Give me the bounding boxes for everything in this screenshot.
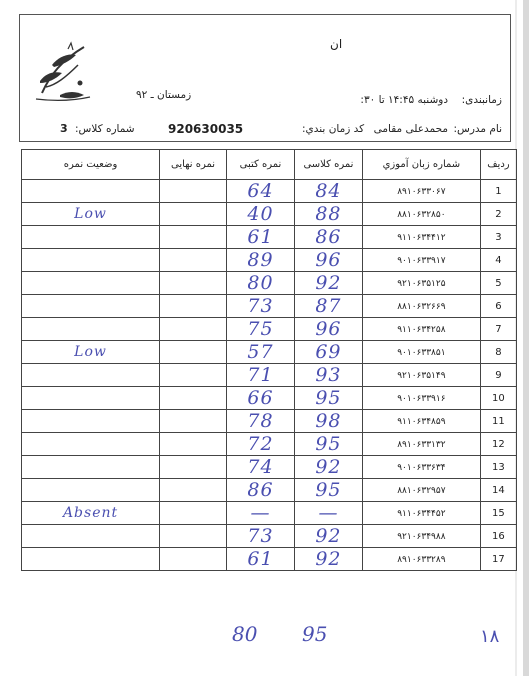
cell-written-score-text: 89 — [247, 249, 274, 271]
cell-class-score-text: 96 — [315, 318, 342, 340]
cell-student-id — [362, 180, 480, 203]
cell-class-score — [294, 502, 362, 525]
table-row — [22, 410, 517, 433]
cell-status — [22, 249, 160, 272]
col-header-final: نمره نهایی — [160, 150, 227, 180]
cell-student-id — [362, 295, 480, 318]
table-row — [22, 272, 517, 295]
cell-class-score — [294, 318, 362, 341]
cell-student-id — [362, 410, 480, 433]
schedule-value: دوشنبه ۱۴:۴۵ تا ۳۰: — [360, 94, 448, 106]
cell-student-id-text: ۹۱۱۰۶۳۴۸۵۹ — [397, 416, 446, 427]
cell-written-score-text: 75 — [247, 318, 274, 340]
table-row — [22, 456, 517, 479]
cell-final-score — [160, 295, 227, 318]
cell-class-score-text: 95 — [315, 479, 342, 501]
cell-class-score-text: 92 — [315, 272, 342, 294]
cell-row-number — [480, 387, 516, 410]
cell-final-score — [160, 341, 227, 364]
cell-class-score-text: 92 — [315, 548, 342, 570]
table-row — [22, 341, 517, 364]
col-header-written: نمره کتبی — [226, 150, 294, 180]
cell-class-score — [294, 180, 362, 203]
table-row — [22, 502, 517, 525]
cell-student-id — [362, 433, 480, 456]
cell-class-score-text: 98 — [315, 410, 342, 432]
cell-student-id-text: ۹۱۱۰۶۳۴۴۱۲ — [397, 232, 446, 243]
header-title-fragment: ان — [330, 37, 343, 51]
class-code-label: کد زمان بندي: — [302, 123, 365, 135]
paper-shadow — [523, 0, 529, 676]
cell-class-score — [294, 410, 362, 433]
cell-student-id-text: ۹۲۱۰۶۳۵۱۴۹ — [397, 370, 446, 381]
cell-written-score — [226, 387, 294, 410]
cell-status — [22, 502, 160, 525]
table-row — [22, 295, 517, 318]
cell-written-score — [226, 410, 294, 433]
cell-status — [22, 548, 160, 571]
cell-class-score — [294, 433, 362, 456]
cell-written-score — [226, 479, 294, 502]
cell-class-score-text: 86 — [315, 226, 342, 248]
table-row — [22, 433, 517, 456]
cell-class-score — [294, 272, 362, 295]
cell-final-score — [160, 410, 227, 433]
cell-class-score — [294, 249, 362, 272]
cell-written-score — [226, 433, 294, 456]
cell-class-score-text: 95 — [315, 433, 342, 455]
cell-class-score-text: 96 — [315, 249, 342, 271]
cell-status — [22, 295, 160, 318]
table-header-row — [22, 150, 517, 180]
cell-student-id — [362, 341, 480, 364]
cell-row-number — [480, 249, 516, 272]
cell-student-id-text: ۹۲۱۰۶۳۵۱۲۵ — [397, 278, 446, 289]
cell-final-score — [160, 525, 227, 548]
cell-row-number — [480, 433, 516, 456]
cell-written-score-text: 57 — [247, 341, 274, 363]
schedule-label: زمانبندی: — [461, 94, 502, 106]
cell-student-id — [362, 479, 480, 502]
table-row — [22, 249, 517, 272]
cell-written-score-text: 74 — [247, 456, 274, 478]
cell-student-id-text: ۹۱۱۰۶۳۴۲۵۸ — [397, 324, 446, 335]
class-number-value: 3 — [60, 122, 68, 135]
cell-row-number — [480, 295, 516, 318]
cell-row-number-text: 11 — [492, 415, 505, 427]
institute-logo-icon — [32, 35, 94, 107]
cell-class-score-text: 84 — [315, 180, 342, 202]
cell-student-id-text: ۸۹۱۰۶۳۳۱۳۲ — [397, 439, 446, 450]
cell-class-score — [294, 479, 362, 502]
cell-class-score — [294, 387, 362, 410]
cell-status — [22, 456, 160, 479]
cell-final-score — [160, 180, 227, 203]
cell-row-number-text: 14 — [492, 484, 505, 496]
table-row — [22, 479, 517, 502]
cell-status-text: Low — [74, 206, 107, 222]
cell-status — [22, 272, 160, 295]
cell-status — [22, 226, 160, 249]
cell-row-number-text: 2 — [495, 208, 502, 220]
cell-status — [22, 364, 160, 387]
col-header-row-number: ردیف — [480, 150, 516, 180]
cell-student-id-text: ۹۰۱۰۶۳۳۹۱۶ — [397, 393, 446, 404]
table-row — [22, 226, 517, 249]
cell-row-number-text: 13 — [492, 461, 505, 473]
cell-status — [22, 341, 160, 364]
col-header-status: وضعیت نمره — [22, 150, 160, 180]
cell-written-score-text: 72 — [247, 433, 274, 455]
cell-row-number-text: 3 — [495, 231, 502, 243]
grades-table — [21, 149, 517, 571]
cell-class-score-text: 92 — [315, 525, 342, 547]
cell-row-number — [480, 410, 516, 433]
cell-class-score-text: 92 — [315, 456, 342, 478]
cell-student-id — [362, 387, 480, 410]
cell-status — [22, 525, 160, 548]
cell-final-score — [160, 433, 227, 456]
cell-class-score-text: 69 — [315, 341, 342, 363]
table-row — [22, 203, 517, 226]
cell-student-id-text: ۸۸۱۰۶۳۲۸۵۰ — [397, 209, 446, 220]
cell-row-number — [480, 341, 516, 364]
cell-student-id — [362, 249, 480, 272]
cell-final-score — [160, 364, 227, 387]
cell-status — [22, 318, 160, 341]
cell-class-score — [294, 341, 362, 364]
cell-row-number — [480, 364, 516, 387]
cell-status — [22, 433, 160, 456]
cell-written-score — [226, 249, 294, 272]
cell-written-score — [226, 203, 294, 226]
cell-student-id — [362, 272, 480, 295]
cell-student-id — [362, 525, 480, 548]
cell-status-text: Absent — [62, 505, 119, 521]
cell-student-id-text: ۹۰۱۰۶۳۳۹۱۷ — [397, 255, 446, 266]
cell-written-score-text: 80 — [247, 272, 274, 294]
cell-final-score — [160, 479, 227, 502]
cell-written-score-text: 61 — [247, 548, 274, 570]
cell-written-score-text: 40 — [247, 203, 274, 225]
cell-class-score — [294, 364, 362, 387]
cell-row-number — [480, 456, 516, 479]
cell-written-score-text: 61 — [247, 226, 274, 248]
cell-class-score — [294, 456, 362, 479]
cell-written-score-text: 78 — [247, 410, 274, 432]
class-number-label: شماره کلاس: — [75, 123, 135, 135]
cell-written-score — [226, 318, 294, 341]
cell-written-score — [226, 341, 294, 364]
cell-written-score — [226, 364, 294, 387]
cell-student-id-text: ۹۰۱۰۶۳۳۶۳۴ — [397, 462, 446, 473]
term-label: زمستان ـ ۹۲ — [136, 89, 192, 101]
cell-written-score — [226, 226, 294, 249]
cell-class-score-text: 87 — [315, 295, 342, 317]
cell-written-score-text: 66 — [247, 387, 274, 409]
cell-written-score-text: — — [250, 502, 271, 524]
cell-class-score — [294, 295, 362, 318]
cell-written-score — [226, 548, 294, 571]
cell-student-id — [362, 203, 480, 226]
teacher-name: محمدعلی مقامی — [373, 123, 448, 135]
cell-student-id — [362, 456, 480, 479]
cell-final-score — [160, 456, 227, 479]
cell-final-score — [160, 502, 227, 525]
cell-row-number — [480, 548, 516, 571]
teacher-label: نام مدرس: — [453, 123, 502, 135]
cell-final-score — [160, 548, 227, 571]
cell-student-id — [362, 226, 480, 249]
grades-table-body — [22, 180, 517, 571]
cell-final-score — [160, 203, 227, 226]
footer-class-score: 95 — [302, 622, 328, 646]
cell-row-number — [480, 318, 516, 341]
cell-student-id-text: ۹۰۱۰۶۳۳۸۵۱ — [397, 347, 446, 358]
cell-status — [22, 410, 160, 433]
form-header — [19, 14, 511, 142]
cell-written-score — [226, 456, 294, 479]
cell-written-score — [226, 272, 294, 295]
cell-row-number — [480, 226, 516, 249]
cell-row-number-text: 1 — [495, 185, 502, 197]
cell-student-id-text: ۸۸۱۰۶۳۲۶۶۹ — [397, 301, 446, 312]
cell-student-id-text: ۸۹۱۰۶۳۳۲۸۹ — [397, 554, 446, 565]
cell-row-number-text: 4 — [495, 254, 502, 266]
cell-class-score — [294, 525, 362, 548]
cell-class-score — [294, 548, 362, 571]
cell-row-number-text: 16 — [492, 530, 505, 542]
cell-row-number-text: 12 — [492, 438, 505, 450]
cell-student-id-text: ۹۲۱۰۶۳۴۹۸۸ — [397, 531, 446, 542]
col-header-student-id: شماره زبان آموزي — [362, 150, 480, 180]
cell-final-score — [160, 387, 227, 410]
cell-row-number — [480, 502, 516, 525]
cell-written-score-text: 86 — [247, 479, 274, 501]
cell-row-number-text: 8 — [495, 346, 502, 358]
table-row — [22, 364, 517, 387]
table-row — [22, 525, 517, 548]
cell-status — [22, 180, 160, 203]
cell-student-id — [362, 502, 480, 525]
cell-class-score-text: — — [318, 502, 339, 524]
cell-row-number-text: 15 — [492, 507, 505, 519]
class-code-value: 920630035 — [168, 122, 244, 136]
cell-class-score — [294, 226, 362, 249]
table-row — [22, 180, 517, 203]
cell-row-number — [480, 272, 516, 295]
cell-student-id — [362, 364, 480, 387]
cell-row-number-text: 6 — [495, 300, 502, 312]
cell-written-score-text: 73 — [247, 525, 274, 547]
cell-student-id — [362, 318, 480, 341]
table-row — [22, 548, 517, 571]
cell-final-score — [160, 272, 227, 295]
table-row — [22, 318, 517, 341]
cell-row-number-text: 7 — [495, 323, 502, 335]
cell-status — [22, 387, 160, 410]
cell-written-score — [226, 295, 294, 318]
cell-status — [22, 203, 160, 226]
cell-written-score — [226, 502, 294, 525]
table-row — [22, 387, 517, 410]
cell-status — [22, 479, 160, 502]
cell-row-number — [480, 479, 516, 502]
col-header-class-score: نمره کلاسی — [294, 150, 362, 180]
cell-row-number — [480, 180, 516, 203]
cell-final-score — [160, 249, 227, 272]
footer-written-score: 80 — [232, 622, 258, 646]
cell-row-number-text: 5 — [495, 277, 502, 289]
cell-row-number-text: 17 — [492, 553, 505, 565]
cell-row-number — [480, 525, 516, 548]
cell-final-score — [160, 226, 227, 249]
cell-row-number-text: 10 — [492, 392, 505, 404]
cell-class-score-text: 93 — [315, 364, 342, 386]
cell-student-id — [362, 548, 480, 571]
cell-written-score — [226, 525, 294, 548]
cell-written-score-text: 73 — [247, 295, 274, 317]
cell-written-score — [226, 180, 294, 203]
cell-student-id-text: ۸۹۱۰۶۳۳۰۶۷ — [397, 186, 446, 197]
cell-student-id-text: ۸۸۱۰۶۳۲۹۵۷ — [397, 485, 446, 496]
cell-class-score-text: 95 — [315, 387, 342, 409]
cell-class-score — [294, 203, 362, 226]
cell-status-text: Low — [74, 344, 107, 360]
cell-class-score-text: 88 — [315, 203, 342, 225]
cell-student-id-text: ۹۱۱۰۶۳۴۴۵۲ — [397, 508, 446, 519]
cell-written-score-text: 71 — [247, 364, 274, 386]
cell-written-score-text: 64 — [247, 180, 274, 202]
cell-row-number — [480, 203, 516, 226]
cell-final-score — [160, 318, 227, 341]
footer-row-number: ۱۸ — [480, 626, 500, 647]
cell-row-number-text: 9 — [495, 369, 502, 381]
